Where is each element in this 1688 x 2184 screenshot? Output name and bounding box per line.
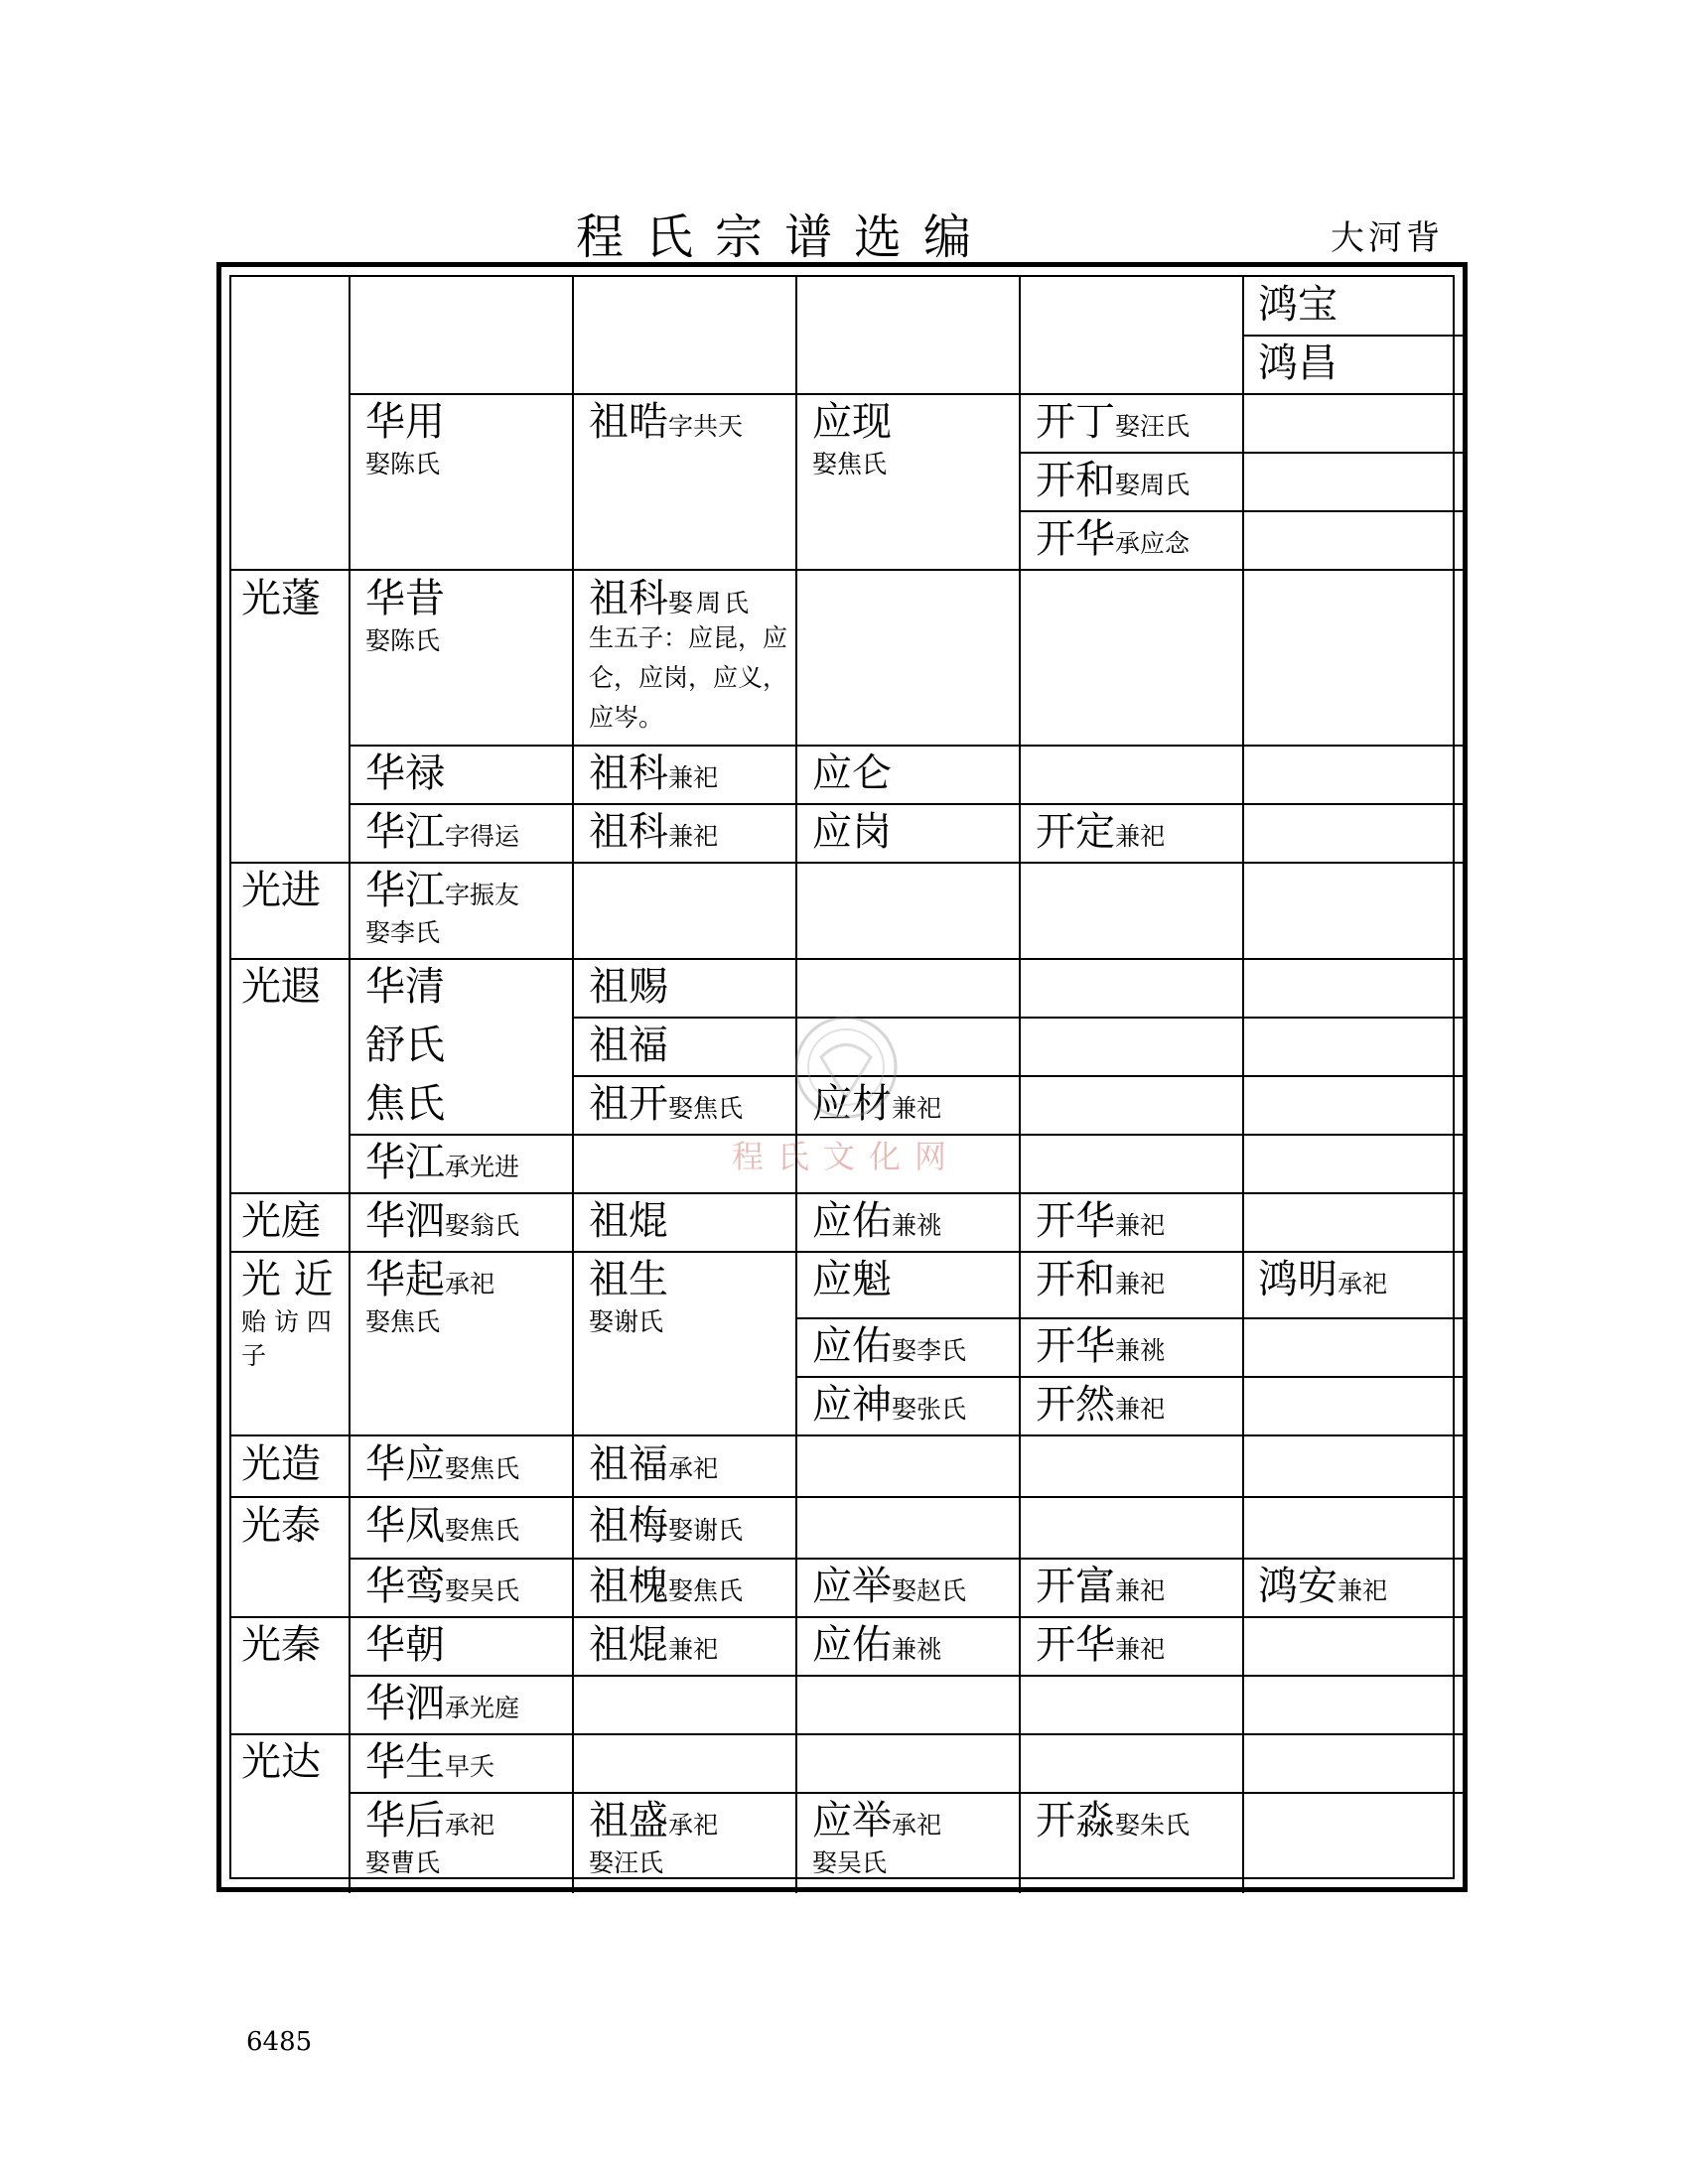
entry-note: 娶翁氏 xyxy=(445,1211,520,1240)
row-line xyxy=(572,1017,1463,1019)
entry-note: 字共天 xyxy=(668,412,744,441)
entry xyxy=(1036,1382,1166,1428)
entry-name: 祖福 xyxy=(589,1023,668,1068)
entry-note: 兼祀 xyxy=(1115,1395,1166,1424)
entry-note: 兼祀 xyxy=(1337,1576,1388,1605)
entry xyxy=(1036,1323,1166,1369)
entry xyxy=(589,1798,719,1843)
entry xyxy=(589,809,719,855)
generation-name: 光进 xyxy=(241,868,321,913)
entry xyxy=(589,1503,744,1549)
entry-note: 兼祀 xyxy=(892,1094,942,1123)
entry-name: 开丁 xyxy=(1036,399,1115,445)
entry-name: 开华 xyxy=(1036,516,1115,562)
entry-name: 开然 xyxy=(1036,1382,1115,1428)
entry-note: 娶焦氏 xyxy=(365,1307,441,1336)
entry-note: 承光庭 xyxy=(445,1694,520,1722)
page-title: 程氏宗谱选编 xyxy=(575,209,993,265)
entry-note: 娶曹氏 xyxy=(365,1848,441,1877)
col-line xyxy=(1242,277,1244,1893)
entry-name: 应现 xyxy=(812,399,892,445)
entry-name: 鸿昌 xyxy=(1258,341,1337,386)
entry xyxy=(365,1503,520,1549)
entry-name: 华后 xyxy=(365,1798,445,1843)
col-line xyxy=(1019,277,1021,1893)
entry-note: 娶汪氏 xyxy=(1115,412,1191,441)
entry-name: 舒氏 xyxy=(365,1023,445,1068)
entry xyxy=(1036,516,1191,562)
generation-name: 光蓬 xyxy=(241,576,321,621)
entry xyxy=(1036,399,1191,445)
entry-note: 兼祀 xyxy=(668,1635,719,1664)
entry-name: 华应 xyxy=(365,1441,445,1487)
entry-note: 娶李氏 xyxy=(365,918,441,947)
entry xyxy=(365,1140,520,1185)
row-line xyxy=(231,958,1463,960)
entry-name: 开华 xyxy=(1036,1198,1115,1244)
entry-note: 承祀 xyxy=(892,1811,942,1840)
entry-note: 生五子：应昆，应仑，应岗，应义，应岑。 xyxy=(589,623,788,732)
watermark-seal-icon xyxy=(707,1003,985,1132)
watermark xyxy=(707,1003,985,1191)
entry-name: 应举 xyxy=(812,1564,892,1609)
entry-name: 祖生 xyxy=(589,1257,668,1302)
entry-note: 兼祀 xyxy=(1115,822,1166,851)
entry-name: 焦氏 xyxy=(365,1081,445,1127)
entry-note: 兼祀 xyxy=(1115,1635,1166,1664)
entry-note: 娶李氏 xyxy=(892,1336,967,1365)
entry xyxy=(589,1441,719,1487)
entry xyxy=(365,809,520,855)
row-line xyxy=(231,1733,1463,1735)
entry xyxy=(589,576,753,621)
generation-note: 贻 访 四 子 xyxy=(241,1307,332,1370)
entry-name: 鸿宝 xyxy=(1258,282,1337,328)
entry xyxy=(1258,1257,1388,1302)
entry-note: 娶焦氏 xyxy=(445,1454,520,1483)
row-line xyxy=(349,1792,1463,1794)
entry-name: 华凤 xyxy=(365,1503,445,1549)
entry-name: 华江 xyxy=(365,868,445,913)
entry-name: 华清 xyxy=(365,964,445,1010)
entry-note: 兼祀 xyxy=(668,822,719,851)
entry xyxy=(365,1564,520,1609)
entry-name: 华用 xyxy=(365,399,445,445)
entry xyxy=(365,1739,495,1785)
watermark-text: 程氏文化网 xyxy=(731,1138,960,1175)
row-line xyxy=(231,862,1463,864)
entry-note: 兼祀 xyxy=(1115,1270,1166,1298)
entry-name: 祖梅 xyxy=(589,1503,668,1549)
entry xyxy=(812,1564,967,1609)
entry-note: 娶焦氏 xyxy=(445,1516,520,1545)
entry-note: 承祀 xyxy=(445,1270,495,1298)
entry-note: 娶陈氏 xyxy=(365,450,441,478)
entry xyxy=(365,1198,520,1244)
entry-name: 开定 xyxy=(1036,809,1115,855)
entry xyxy=(1036,1798,1191,1843)
entry-note: 娶谢氏 xyxy=(589,1307,664,1336)
entry-note: 承祀 xyxy=(1337,1270,1388,1298)
entry-name: 祖科 xyxy=(589,751,668,796)
entry-name: 华起 xyxy=(365,1257,445,1302)
entry-name: 祖槐 xyxy=(589,1564,668,1609)
entry-name: 应神 xyxy=(812,1382,892,1428)
entry-note: 兼祀 xyxy=(1115,1576,1166,1605)
entry xyxy=(1258,1564,1388,1609)
generation-name: 光遐 xyxy=(241,964,321,1010)
row-line xyxy=(572,1075,1463,1077)
page-number: 6485 xyxy=(246,2027,313,2057)
entry-note: 娶谢氏 xyxy=(668,1516,744,1545)
entry-name: 应佑 xyxy=(812,1622,892,1668)
row-line xyxy=(349,1558,1463,1560)
entry-note: 娶吴氏 xyxy=(812,1848,888,1877)
row-line xyxy=(231,1192,1463,1194)
entry-note: 兼祀 xyxy=(1115,1211,1166,1240)
entry-name: 祖科 xyxy=(589,576,668,621)
entry-note: 娶张氏 xyxy=(892,1395,967,1424)
entry xyxy=(589,399,744,445)
entry-note: 娶焦氏 xyxy=(668,1094,744,1123)
entry-note: 娶周氏 xyxy=(1115,471,1191,499)
entry-name: 开淼 xyxy=(1036,1798,1115,1843)
entry-name: 祖盛 xyxy=(589,1798,668,1843)
generation-name: 光达 xyxy=(241,1739,321,1785)
entry-name: 开富 xyxy=(1036,1564,1115,1609)
row-line xyxy=(231,1434,1463,1436)
entry-name: 开华 xyxy=(1036,1323,1115,1369)
row-line xyxy=(1019,510,1463,512)
entry-note: 娶吴氏 xyxy=(445,1576,520,1605)
entry-name: 应材 xyxy=(812,1081,892,1127)
entry xyxy=(365,1257,495,1302)
entry-note: 娶周氏 xyxy=(668,589,753,617)
entry-name: 华生 xyxy=(365,1739,445,1785)
entry xyxy=(1036,1257,1166,1302)
row-line xyxy=(349,1675,1463,1677)
entry-name: 华江 xyxy=(365,1140,445,1185)
entry-name: 华鸾 xyxy=(365,1564,445,1609)
entry xyxy=(1036,1622,1166,1668)
entry xyxy=(812,1198,942,1244)
row-line xyxy=(349,803,1463,805)
corner-label: 大河背 xyxy=(1331,218,1444,258)
entry-name: 祖开 xyxy=(589,1081,668,1127)
entry-name: 华朝 xyxy=(365,1622,445,1668)
entry-note: 承祀 xyxy=(445,1811,495,1840)
entry-note: 承光进 xyxy=(445,1153,520,1181)
entry-note: 兼祧 xyxy=(892,1635,942,1664)
entry-name: 祖晧 xyxy=(589,399,668,445)
entry-note: 字振友 xyxy=(445,881,520,909)
entry-note: 早夭 xyxy=(445,1752,495,1781)
row-line xyxy=(795,1317,1463,1319)
entry-name: 华昔 xyxy=(365,576,445,621)
entry-name: 华禄 xyxy=(365,751,445,796)
col-line xyxy=(349,277,351,1893)
entry xyxy=(365,1798,495,1843)
entry-note: 承应念 xyxy=(1115,529,1191,558)
entry-name: 华江 xyxy=(365,809,445,855)
entry-name: 祖焜 xyxy=(589,1622,668,1668)
row-line xyxy=(795,1376,1463,1378)
entry-name: 应佑 xyxy=(812,1323,892,1369)
entry-name: 祖福 xyxy=(589,1441,668,1487)
entry xyxy=(812,1323,967,1369)
generation-name: 光庭 xyxy=(241,1198,321,1244)
entry-note: 娶陈氏 xyxy=(365,626,441,655)
entry-note: 字得运 xyxy=(445,822,520,851)
entry-note: 承祀 xyxy=(668,1811,719,1840)
entry xyxy=(1036,1564,1166,1609)
entry-name: 华泗 xyxy=(365,1681,445,1726)
entry-name: 祖焜 xyxy=(589,1198,668,1244)
entry xyxy=(365,868,520,913)
entry-name: 祖赐 xyxy=(589,964,668,1010)
entry-name: 应仑 xyxy=(812,751,892,796)
entry-name: 应举 xyxy=(812,1798,892,1843)
entry-name: 鸿明 xyxy=(1258,1257,1337,1302)
entry-note: 兼祀 xyxy=(668,763,719,792)
generation-name: 光秦 xyxy=(241,1622,321,1668)
entry-name: 应岗 xyxy=(812,809,892,855)
entry-note: 娶焦氏 xyxy=(812,450,888,478)
entry-note: 娶赵氏 xyxy=(892,1576,967,1605)
entry-note: 兼祧 xyxy=(892,1211,942,1240)
entry-name: 应佑 xyxy=(812,1198,892,1244)
row-line xyxy=(231,1251,1463,1253)
entry xyxy=(1036,1198,1166,1244)
entry xyxy=(812,1622,942,1668)
entry-note: 娶焦氏 xyxy=(668,1576,744,1605)
entry-note: 娶朱氏 xyxy=(1115,1811,1191,1840)
entry-note: 娶汪氏 xyxy=(589,1848,664,1877)
row-line xyxy=(231,569,1463,571)
row-line xyxy=(349,393,1463,395)
entry-name: 开华 xyxy=(1036,1622,1115,1668)
row-line xyxy=(231,1496,1463,1498)
entry-note: 承祀 xyxy=(668,1454,719,1483)
generation-name: 光 近 xyxy=(241,1257,334,1302)
entry-name: 祖科 xyxy=(589,809,668,855)
row-line xyxy=(349,745,1463,747)
entry-name: 开和 xyxy=(1036,1257,1115,1302)
entry xyxy=(812,1798,942,1843)
entry xyxy=(365,1681,520,1726)
entry-name: 开和 xyxy=(1036,458,1115,503)
entry-name: 华泗 xyxy=(365,1198,445,1244)
entry xyxy=(812,1382,967,1428)
generation-name: 光泰 xyxy=(241,1503,321,1549)
entry xyxy=(589,751,719,796)
row-line xyxy=(1019,452,1463,454)
entry xyxy=(1036,809,1166,855)
entry-name: 应魁 xyxy=(812,1257,892,1302)
entry xyxy=(1036,458,1191,503)
col-line xyxy=(572,277,574,1893)
entry xyxy=(365,1441,520,1487)
entry xyxy=(589,1622,719,1668)
generation-name: 光造 xyxy=(241,1441,321,1487)
row-line xyxy=(231,1616,1463,1618)
entry-note: 兼祧 xyxy=(1115,1336,1166,1365)
entry xyxy=(589,1564,744,1609)
row-line xyxy=(1242,335,1463,337)
entry-name: 鸿安 xyxy=(1258,1564,1337,1609)
